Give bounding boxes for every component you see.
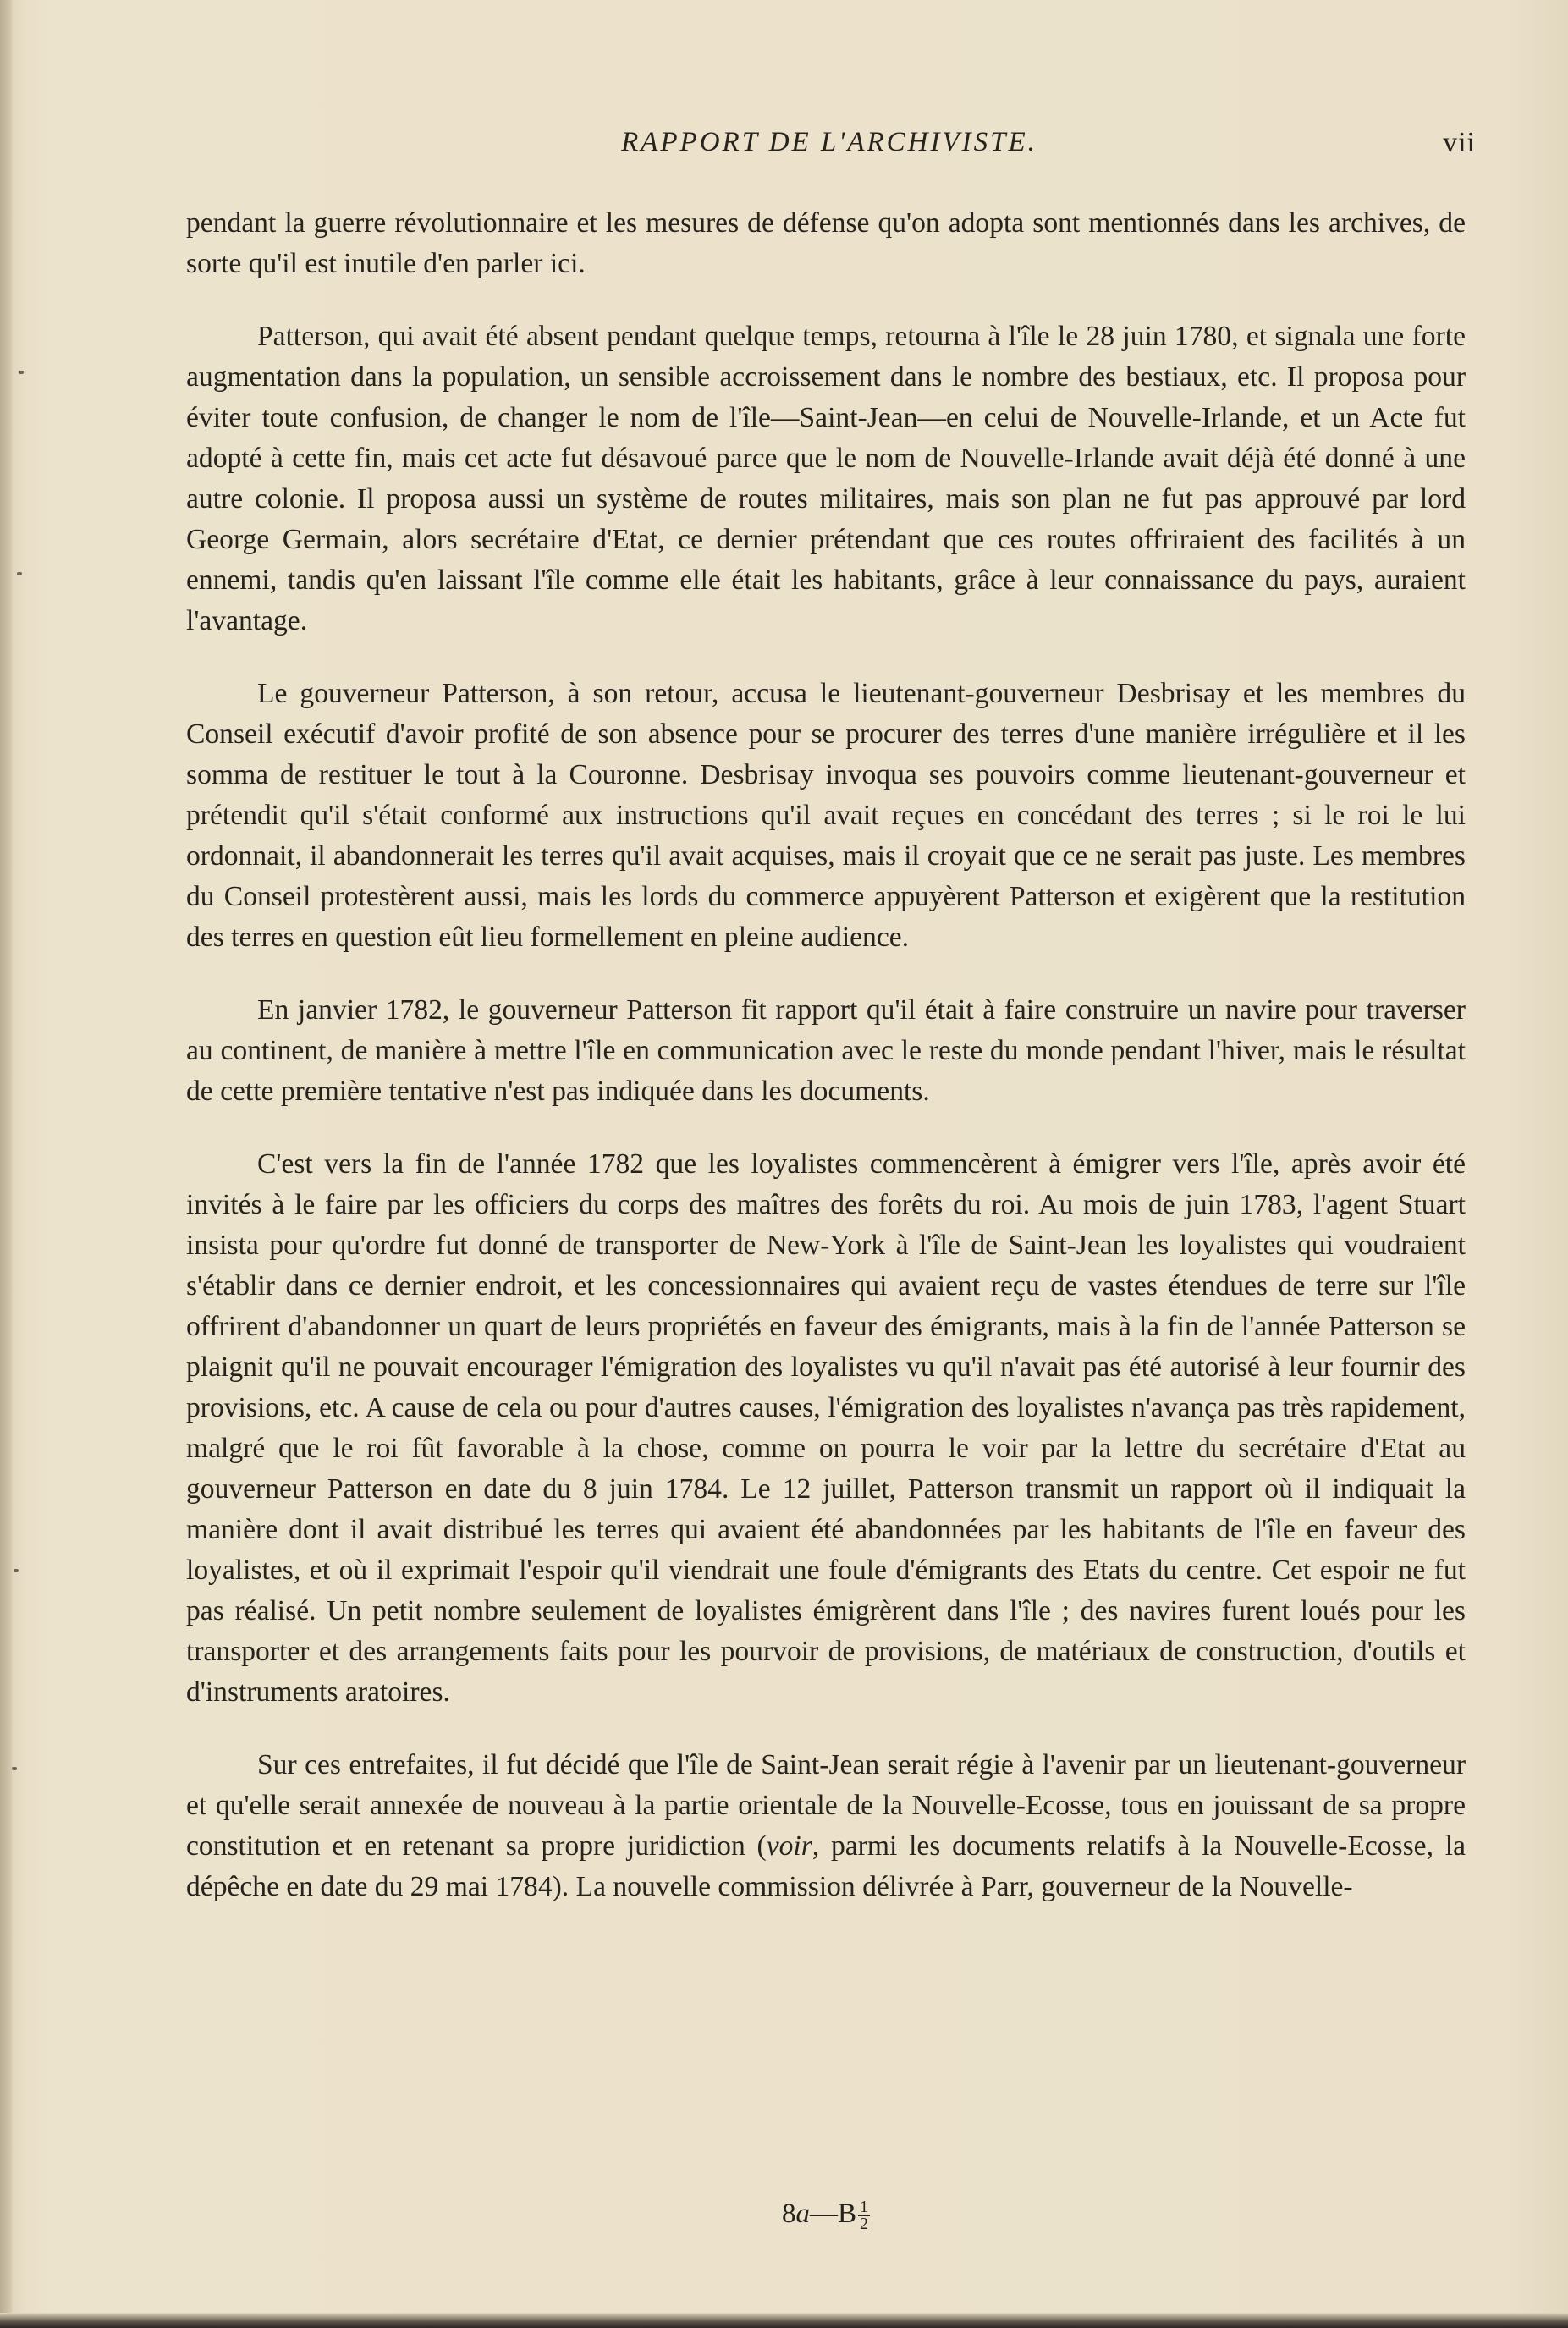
page-left-edge <box>0 0 12 2328</box>
page-header <box>190 127 1476 169</box>
paragraph-6-text-a: Sur ces entrefaites, il fut décidé que l'île de Saint-Jean serait régie à l'avenir par un lieutenant-gouverneur et qu'elle serait annexée de nouveau à la partie orientale de la Nouvelle-Ecosse, tous en jouissant de sa propre constitution et en retenant sa propre juridiction ( <box>186 1749 1466 1862</box>
paragraph-5: C'est vers la fin de l'année 1782 que les loyalistes commencèrent à émigrer vers l'île, après avoir été invités à le faire par les officiers du corps des maîtres des forêts du roi. Au mois de juin 1783, l'agent Stuart insista pour qu'ordre fut donné de transporter de New-York à l'île de Saint-Jean les loyalistes qui voudraient s'établir dans ce dernier endroit, et les concessionnaires qui avaient reçu de vastes étendues de terre sur l'île offrirent d'abandonner un quart de leurs propriétés en faveur des émigrants, mais à la fin de l'année Patterson se plaignit qu'il ne pouvait encourager l'émigration des loyalistes vu qu'il n'avait pas été autorisé à leur fournir des provisions, etc. A cause de cela ou pour d'autres causes, l'émigration des loyalistes n'avança pas très rapidement, malgré que le roi fût favorable à la chose, comme on pourra le voir par la lettre du secrétaire d'Etat au gouverneur Patterson en date du 8 juin 1784. Le 12 juillet, Patterson transmit un rapport où il indiquait la manière dont il avait distribué les terres qui avaient été abandonnées par les habitants de l'île en faveur des loyalistes, et où il exprimait l'espoir qu'il viendrait une foule d'émigrants des Etats du centre. Cet espoir ne fut pas réalisé. Un petit nombre seulement de loyalistes émigrèrent dans l'île ; des navires furent loués pour les transporter et des arrangements faits pour les pourvoir de provisions, de matériaux de construction, d'outils et d'instruments aratoires. <box>186 1148 1466 1708</box>
paragraph-6 <box>186 1745 1466 1907</box>
speck <box>12 1767 17 1770</box>
paragraph-4: En janvier 1782, le gouverneur Patterson fit rapport qu'il était à faire construire un navire pour traverser au continent, de manière à mettre l'île en communication avec le reste du monde pendant l'hiver, mais le résultat de cette première tentative n'est pas indiquée dans les documents. <box>186 994 1466 1107</box>
signature-prefix: 8 <box>781 2199 796 2229</box>
paragraph-1: pendant la guerre révolutionnaire et les mesures de défense qu'on adopta sont mentionnés dans les archives, de sorte qu'il est inutile d'en parler ici. <box>186 207 1466 279</box>
running-title: RAPPORT DE L'ARCHIVISTE. <box>621 127 1037 157</box>
speck <box>14 1569 19 1572</box>
signature-mark <box>186 2199 1466 2232</box>
page-bottom-edge <box>0 2313 1568 2328</box>
signature-fraction <box>858 2199 870 2232</box>
fraction-denominator: 2 <box>860 2215 868 2234</box>
signature-dash-letter: —B <box>809 2199 856 2229</box>
speck <box>19 371 24 374</box>
paragraph-3: Le gouverneur Patterson, à son retour, accusa le lieutenant-gouverneur Desbrisay et les membres du Conseil exécutif d'avoir profité de son absence pour se procurer des terres d'une manière irrégulière et il les somma de restituer le tout à la Couronne. Desbrisay invoqua ses pouvoirs comme lieutenant-gouverneur et prétendit qu'il s'était conformé aux instructions qu'il avait reçues en concédant des terres ; si le roi le lui ordonnait, il abandonnerait les terres qu'il avait acquises, mais il croyait que ce ne serait pas juste. Les membres du Conseil protestèrent aussi, mais les lords du commerce appuyèrent Patterson et exigèrent que la restitution des terres en question eût lieu formellement en pleine audience. <box>186 678 1466 953</box>
fraction-numerator: 1 <box>860 2198 868 2217</box>
paragraph-6-italic: voir <box>766 1830 812 1862</box>
signature-italic-letter: a <box>795 2199 810 2229</box>
paragraph-6-text-b: , parmi les documents relatifs à la Nouvelle-Ecosse, la dépêche en date du 29 mai 1784). La nouvelle commission délivrée à Parr, gouverneur de la Nouvelle- <box>186 1830 1466 1902</box>
body-text <box>186 203 1466 1940</box>
speck <box>17 572 22 575</box>
page-number: vii <box>1443 127 1476 158</box>
paragraph-2: Patterson, qui avait été absent pendant quelque temps, retourna à l'île le 28 juin 1780, et signala une forte augmentation dans la population, un sensible accroissement dans le nombre des bestiaux, etc. Il proposa pour éviter toute confusion, de changer le nom de l'île—Saint-Jean—en celui de Nouvelle-Irlande, et un Acte fut adopté à cette fin, mais cet acte fut désavoué parce que le nom de Nouvelle-Irlande avait déjà été donné à une autre colonie. Il proposa aussi un système de routes militaires, mais son plan ne fut pas approuvé par lord George Germain, alors secrétaire d'Etat, ce dernier prétendant que ces routes offriraient des facilités à un ennemi, tandis qu'en laissant l'île comme elle était les habitants, grâce à leur connaissance du pays, auraient l'avantage. <box>186 321 1466 636</box>
